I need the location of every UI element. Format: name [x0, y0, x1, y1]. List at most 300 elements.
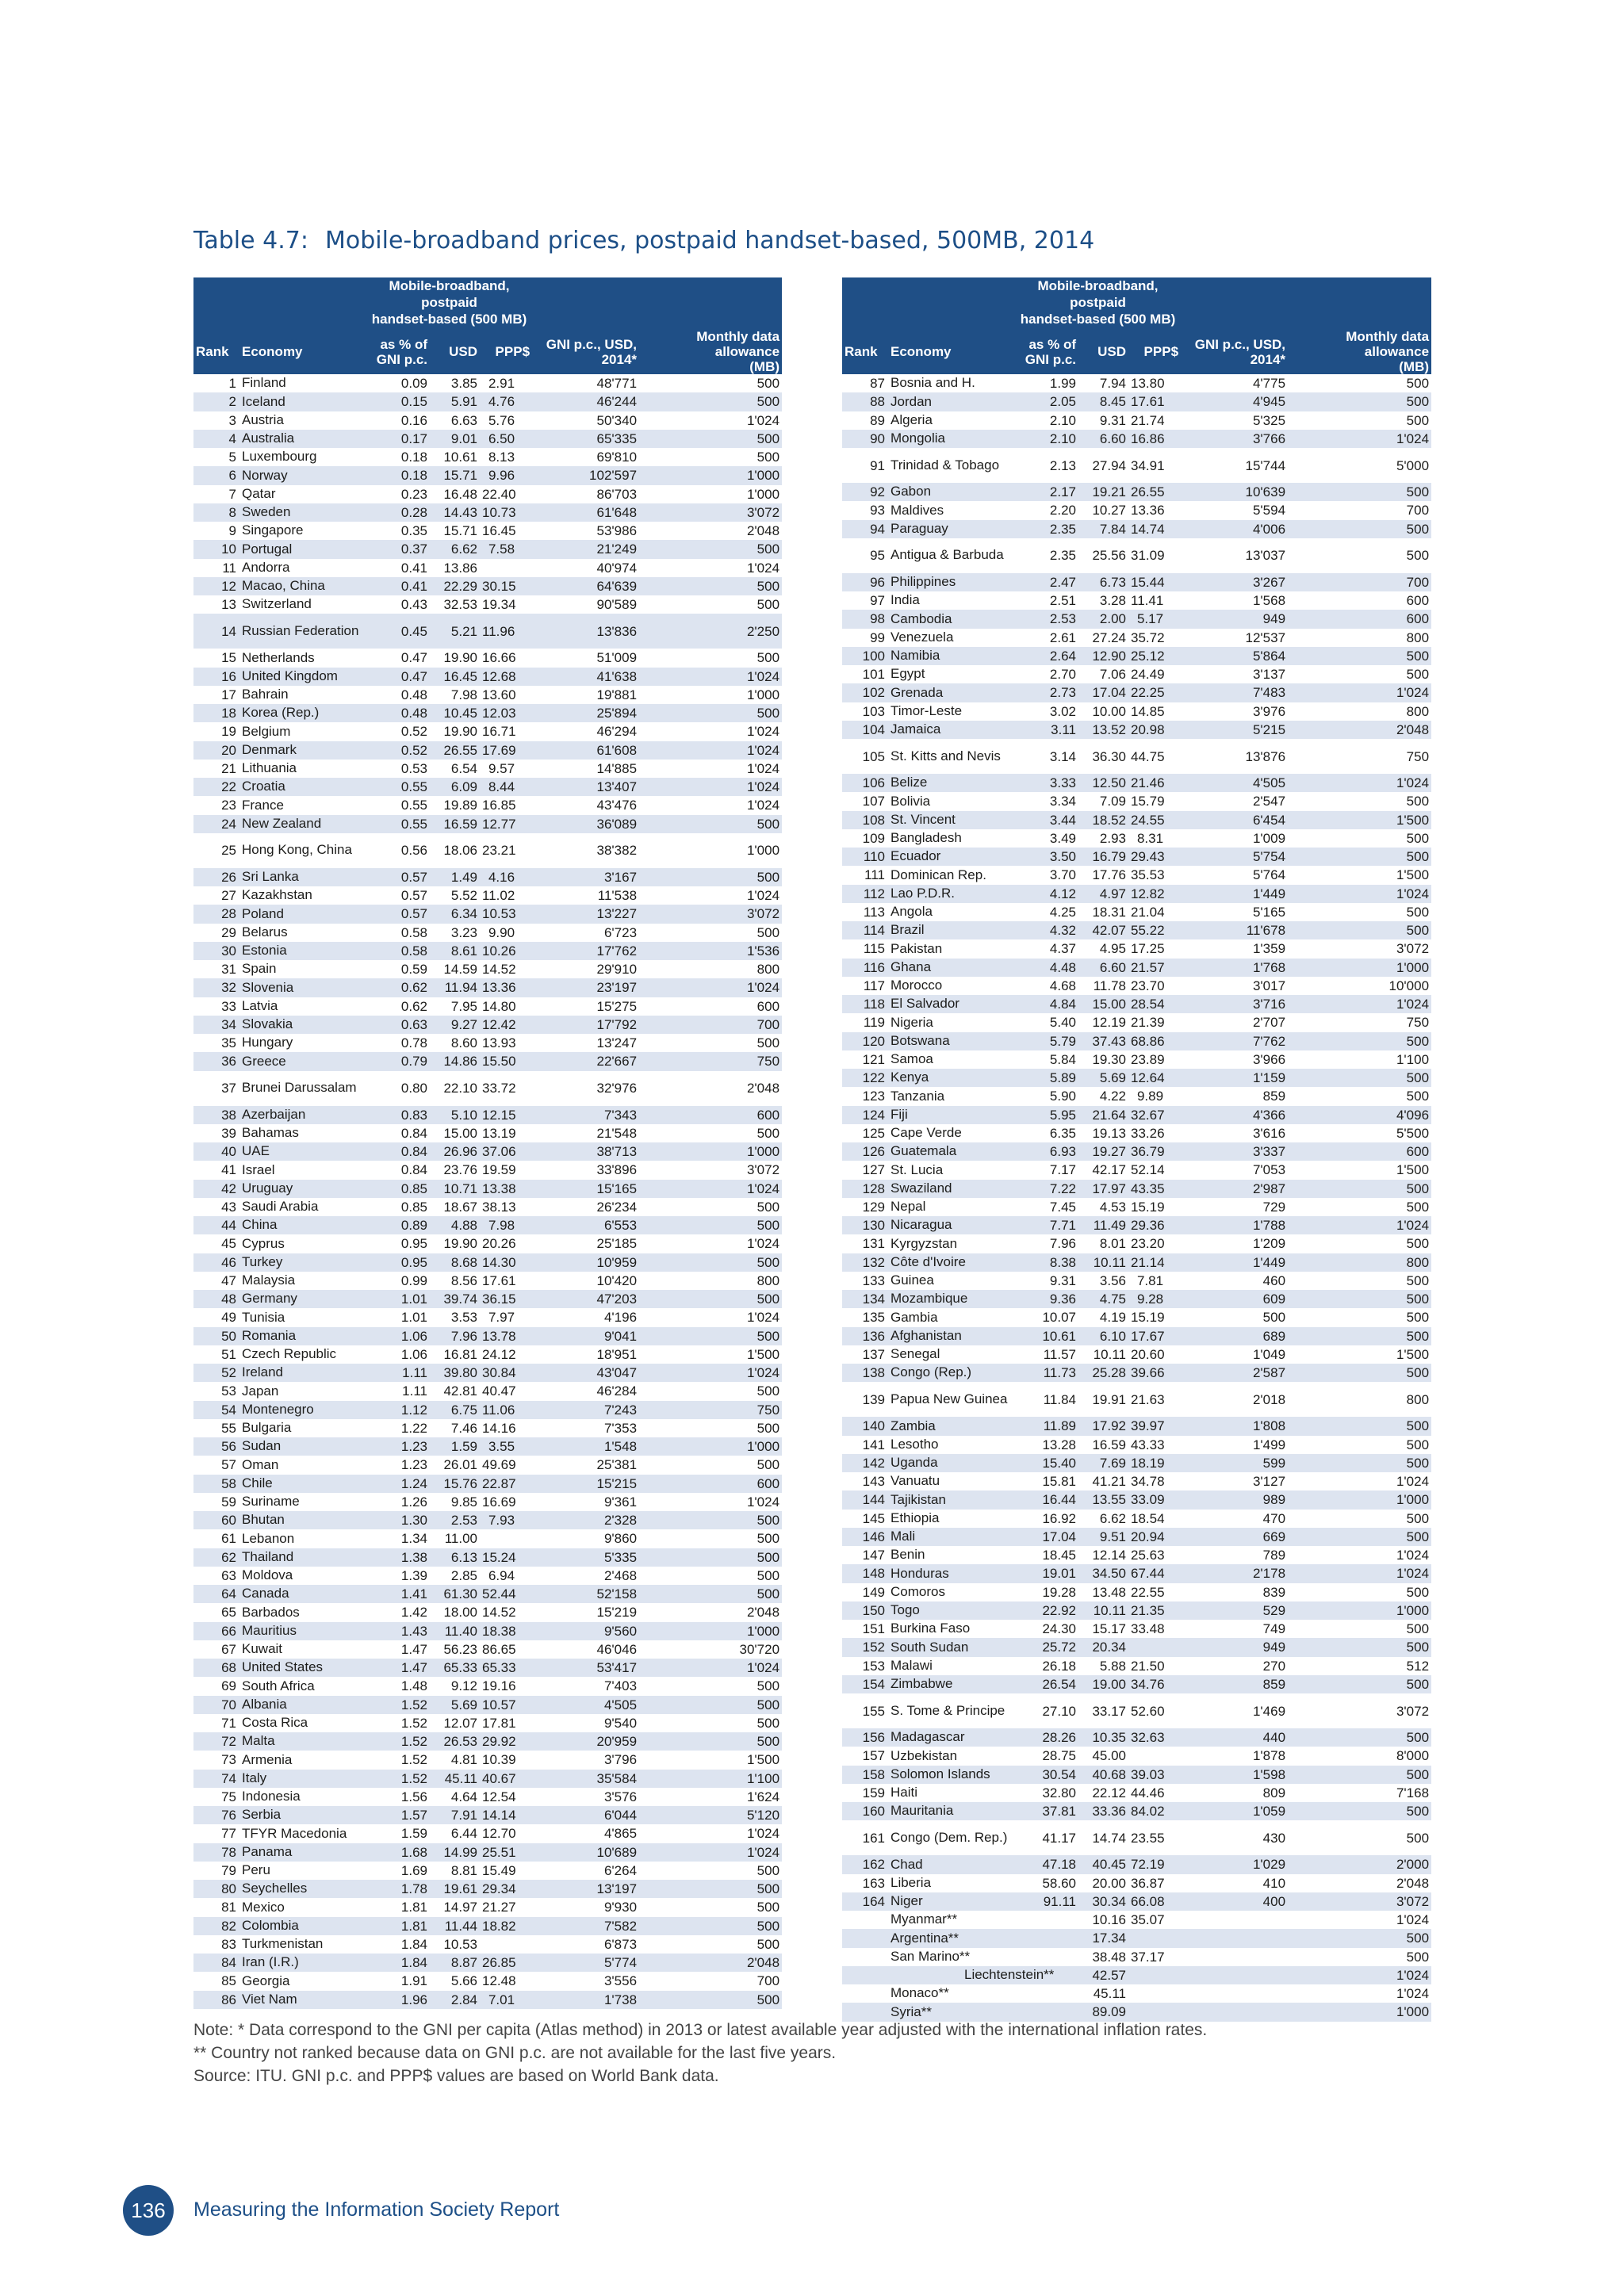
- gni-pct-cell: 7.22: [1015, 1180, 1078, 1198]
- gni-pct-cell: 7.45: [1049, 1199, 1076, 1215]
- table-row: [193, 411, 782, 430]
- rank-cell: 147: [862, 1548, 885, 1563]
- economy-cell: Montenegro: [239, 1401, 366, 1419]
- gni-pct-cell: 1.52: [366, 1770, 430, 1788]
- economy-cell: S. Tome & Principe: [891, 1702, 1005, 1718]
- gni-cell: 5'764: [1252, 867, 1286, 883]
- gni-pct-cell: 0.09: [400, 376, 427, 392]
- gni-cell: 10'420: [596, 1272, 638, 1288]
- usd-cell: 14.97: [443, 1900, 477, 1915]
- table-row: [842, 921, 1431, 939]
- economy-cell: Mali: [888, 1528, 1015, 1546]
- allowance-cell: 800: [1288, 1253, 1431, 1272]
- economy-cell: Maldives: [891, 502, 944, 518]
- ppp-cell: 4.16: [480, 868, 532, 886]
- gni-pct-cell: 1.38: [366, 1548, 430, 1567]
- usd-cell: 4.81: [450, 1752, 477, 1768]
- gni-pct-cell: 11.57: [1043, 1346, 1076, 1362]
- economy-cell: Zimbabwe: [888, 1675, 1015, 1693]
- gni-cell: 23'197: [532, 978, 639, 997]
- economy-cell: Mozambique: [888, 1290, 1015, 1308]
- allowance-cell: 500: [1288, 1417, 1431, 1435]
- economy-cell: Botswana: [888, 1032, 1015, 1050]
- gni-pct-cell: 0.28: [366, 503, 430, 522]
- ppp-cell: 16.69: [482, 1494, 516, 1510]
- table-row: [842, 959, 1431, 977]
- ppp-cell: 14.52: [482, 962, 516, 978]
- gni-pct-cell: 4.25: [1049, 904, 1076, 920]
- economy-cell: Nigeria: [891, 1014, 933, 1030]
- gni-pct-cell: 1.57: [366, 1806, 430, 1824]
- economy-cell: Egypt: [891, 666, 925, 682]
- rank-cell: 56: [193, 1437, 239, 1456]
- economy-cell: Bahamas: [242, 1125, 299, 1141]
- allowance-cell: 750: [1406, 748, 1430, 764]
- usd-cell: 25.56: [1092, 548, 1126, 564]
- table-row: [193, 1603, 782, 1621]
- usd-cell: 42.81: [443, 1383, 477, 1399]
- table-row: [193, 1272, 782, 1290]
- table-row: [193, 522, 782, 540]
- rank-cell: 54: [193, 1401, 239, 1419]
- table-row: [842, 1546, 1431, 1564]
- allowance-cell: 500: [1406, 1830, 1430, 1846]
- usd-cell: 11.44: [430, 1917, 480, 1935]
- allowance-cell: 7'168: [1396, 1785, 1430, 1800]
- gni-pct-cell: 0.84: [400, 1125, 427, 1141]
- economy-cell: Antigua & Barbuda: [891, 547, 1004, 563]
- usd-cell: 6.10: [1078, 1327, 1128, 1345]
- gni-pct-cell: 0.55: [400, 798, 427, 813]
- gni-cell: 500: [1262, 1310, 1286, 1326]
- ppp-cell: 14.16: [482, 1420, 516, 1436]
- table-row: [193, 1016, 782, 1034]
- usd-cell: 6.73: [1078, 573, 1128, 591]
- ppp-cell: 33.09: [1128, 1490, 1181, 1509]
- gni-cell: 36'089: [532, 815, 639, 833]
- allowance-cell: 700: [1406, 503, 1430, 519]
- ppp-cell: 18.82: [480, 1917, 532, 1935]
- economy-cell: Finland: [242, 375, 286, 391]
- usd-cell: 42.17: [1092, 1162, 1126, 1178]
- usd-cell: 10.27: [1092, 503, 1126, 519]
- economy-cell: Colombia: [239, 1917, 366, 1935]
- gni-pct-cell: 4.68: [1049, 978, 1076, 993]
- ppp-cell: 33.72: [482, 1081, 516, 1096]
- economy-cell: Italy: [239, 1770, 366, 1788]
- rank-cell: 88: [842, 392, 888, 411]
- rank-cell: 31: [221, 962, 236, 978]
- ppp-cell: 12.15: [480, 1106, 532, 1124]
- table-row: [842, 1564, 1431, 1582]
- economy-cell: Nepal: [891, 1199, 926, 1215]
- allowance-header: Monthly data allowance (MB): [639, 329, 782, 374]
- usd-cell: 3.23: [450, 924, 477, 940]
- rank-cell: 72: [193, 1732, 239, 1751]
- usd-cell: 8.81: [450, 1862, 477, 1878]
- allowance-cell: 1'000: [1288, 1601, 1431, 1620]
- rank-cell: 104: [842, 721, 888, 739]
- ppp-cell: 10.53: [480, 905, 532, 923]
- allowance-cell: 30'720: [739, 1641, 780, 1657]
- gni-cell: [1181, 1966, 1288, 1984]
- economy-cell: Macao, China: [239, 577, 366, 595]
- allowance-cell: 500: [756, 1420, 780, 1436]
- economy-cell: Brunei Darussalam: [242, 1080, 357, 1096]
- allowance-cell: 500: [1288, 848, 1431, 866]
- table-row: [193, 1659, 782, 1677]
- ppp-cell: 33.48: [1131, 1621, 1165, 1637]
- gni-cell: 43'047: [532, 1364, 639, 1382]
- rank-cell: 103: [862, 703, 885, 719]
- gni-cell: 4'505: [532, 1696, 639, 1714]
- allowance-cell: 1'024: [1288, 1564, 1431, 1582]
- gni-cell: 1'548: [532, 1437, 639, 1456]
- gni-pct-cell: 1.24: [366, 1475, 430, 1493]
- gni-pct-cell: 0.52: [366, 741, 430, 760]
- table-row: [193, 1345, 782, 1364]
- allowance-cell: 1'500: [1288, 811, 1431, 829]
- usd-cell: 33.17: [1092, 1703, 1126, 1719]
- ppp-cell: 13.78: [480, 1327, 532, 1345]
- allowance-cell: 500: [1406, 1584, 1430, 1600]
- table-row: [842, 1984, 1431, 2003]
- rank-cell: 5: [228, 450, 236, 465]
- gni-pct-cell: 1.78: [366, 1880, 430, 1898]
- ppp-cell: 6.50: [480, 430, 532, 448]
- gni-cell: 7'762: [1181, 1032, 1288, 1050]
- allowance-cell: 500: [756, 1035, 780, 1051]
- rank-cell: 51: [221, 1346, 236, 1362]
- ppp-cell: 21.35: [1128, 1601, 1181, 1620]
- allowance-cell: 1'500: [1396, 867, 1430, 883]
- table-row: [842, 1124, 1431, 1142]
- table-row: [842, 629, 1431, 647]
- gni-pct-cell: 26.18: [1042, 1658, 1076, 1674]
- gni-pct-cell: 5.89: [1015, 1069, 1078, 1087]
- economy-cell: Algeria: [891, 411, 933, 427]
- rank-cell: 10: [193, 540, 239, 558]
- economy-cell: Oman: [242, 1456, 279, 1472]
- gni-cell: 32'976: [596, 1081, 638, 1096]
- gni-pct-cell: 0.41: [400, 560, 427, 576]
- gni-cell: 40'974: [596, 560, 638, 576]
- allowance-cell: 1'024: [746, 760, 780, 776]
- gni-pct-cell: 1.52: [400, 1715, 427, 1731]
- economy-cell: Madagascar: [888, 1728, 1015, 1747]
- gni-cell: 410: [1262, 1875, 1286, 1891]
- table-row: [842, 721, 1431, 739]
- rank-cell: 29: [221, 924, 236, 940]
- rank-cell: 86: [193, 1991, 239, 2009]
- gni-cell: 3'576: [603, 1789, 638, 1804]
- economy-cell: China: [239, 1216, 366, 1234]
- gni-cell: 9'560: [532, 1622, 639, 1640]
- gni-cell: 15'215: [532, 1475, 639, 1493]
- economy-cell: Mauritius: [239, 1622, 366, 1640]
- gni-cell: 52'158: [532, 1585, 639, 1603]
- table-row: [193, 1290, 782, 1308]
- rank-cell: 46: [193, 1253, 239, 1272]
- gni-cell: 440: [1181, 1728, 1288, 1747]
- allowance-cell: 500: [1288, 1454, 1431, 1472]
- economy-header: Economy: [239, 329, 366, 374]
- usd-cell: 20.34: [1078, 1638, 1128, 1656]
- allowance-cell: 800: [756, 1272, 780, 1288]
- usd-cell: 16.81: [443, 1346, 477, 1362]
- gni-cell: 3'167: [532, 868, 639, 886]
- usd-cell: 33.36: [1078, 1802, 1128, 1820]
- gni-pct-cell: [1015, 1911, 1078, 1929]
- economy-cell: Saudi Arabia: [242, 1199, 319, 1215]
- economy-cell: Liberia: [891, 1874, 932, 1890]
- rank-cell: 149: [862, 1584, 885, 1600]
- ppp-cell: 17.25: [1131, 941, 1165, 957]
- table-row: [842, 1272, 1431, 1290]
- rank-cell: 162: [842, 1855, 888, 1873]
- rank-cell: 112: [842, 885, 888, 903]
- rank-cell: [842, 1929, 888, 1947]
- economy-cell: Gambia: [891, 1309, 938, 1325]
- rank-cell: 90: [842, 430, 888, 448]
- rank-cell: 24: [193, 815, 239, 833]
- usd-cell: 15.76: [430, 1475, 480, 1493]
- allowance-cell: 1'024: [746, 1310, 780, 1326]
- gni-cell: 15'275: [596, 998, 638, 1014]
- rank-cell: 137: [862, 1346, 885, 1362]
- economy-cell: Chile: [239, 1475, 366, 1493]
- ppp-cell: 43.33: [1131, 1437, 1165, 1452]
- table-row: [842, 903, 1431, 921]
- economy-cell: Congo (Rep.): [888, 1364, 1015, 1382]
- allowance-cell: 1'024: [639, 1843, 782, 1862]
- ppp-cell: 18.19: [1128, 1454, 1181, 1472]
- gni-pct-cell: 28.75: [1042, 1748, 1076, 1764]
- gni-cell: 13'037: [1245, 548, 1286, 564]
- usd-cell: 23.76: [443, 1162, 477, 1178]
- allowance-cell: 3'072: [1396, 1703, 1430, 1719]
- table-row: [842, 1327, 1431, 1345]
- allowance-cell: 2'048: [1288, 721, 1431, 739]
- table-row: [193, 686, 782, 704]
- allowance-cell: 500: [639, 815, 782, 833]
- allowance-cell: 500: [1406, 1199, 1430, 1215]
- table-row: [842, 1290, 1431, 1308]
- ppp-cell: 13.60: [482, 687, 516, 702]
- ppp-cell: 40.47: [482, 1383, 516, 1399]
- allowance-cell: 500: [1406, 412, 1430, 428]
- usd-cell: 8.68: [430, 1253, 480, 1272]
- gni-cell: 25'381: [596, 1457, 638, 1473]
- allowance-cell: 1'500: [1396, 1346, 1430, 1362]
- group-header: Mobile-broadband, postpaid handset-based (500 MB): [1015, 277, 1181, 329]
- ppp-cell: 14.74: [1128, 520, 1181, 538]
- gni-pct-cell: 25.72: [1015, 1638, 1078, 1656]
- rank-header: Rank: [193, 329, 239, 374]
- gni-cell: [1181, 1929, 1288, 1947]
- gni-pct-cell: 1.56: [400, 1789, 427, 1804]
- table-row: [193, 978, 782, 997]
- table-row: [842, 739, 1431, 774]
- usd-cell: 18.06: [443, 843, 477, 859]
- allowance-cell: 500: [1406, 548, 1430, 564]
- rank-cell: 7: [228, 486, 236, 502]
- ppp-cell: 37.06: [480, 1142, 532, 1161]
- gni-pct-cell: 1.52: [366, 1732, 430, 1751]
- ppp-cell: 18.54: [1131, 1510, 1165, 1526]
- gni-cell: 65'335: [532, 430, 639, 448]
- economy-cell: Honduras: [888, 1564, 1015, 1582]
- price-table-left: [193, 277, 782, 2009]
- table-row: [193, 1972, 782, 1990]
- rank-cell: 3: [228, 412, 236, 428]
- usd-cell: 3.53: [450, 1310, 477, 1326]
- allowance-cell: 500: [639, 1585, 782, 1603]
- allowance-cell: 600: [1288, 1142, 1431, 1161]
- table-row: [842, 591, 1431, 610]
- ppp-cell: 5.76: [488, 412, 515, 428]
- gni-pct-cell: 17.04: [1015, 1528, 1078, 1546]
- usd-cell: 14.59: [443, 962, 477, 978]
- ppp-cell: 28.54: [1128, 995, 1181, 1013]
- gni-pct-cell: 1.39: [400, 1567, 427, 1583]
- gni-pct-cell: 1.34: [400, 1531, 427, 1547]
- gni-cell: 20'959: [532, 1732, 639, 1751]
- economy-cell: Ghana: [888, 959, 1015, 977]
- ppp-cell: [480, 559, 532, 577]
- usd-cell: 45.11: [1093, 1986, 1126, 2002]
- usd-cell: 26.55: [430, 741, 480, 760]
- allowance-cell: 500: [756, 1199, 780, 1215]
- gni-cell: 1'209: [1252, 1236, 1286, 1252]
- economy-cell: TFYR Macedonia: [242, 1825, 347, 1841]
- rank-cell: 52: [193, 1364, 239, 1382]
- rank-cell: 83: [221, 1936, 236, 1952]
- economy-cell: Kazakhstan: [242, 887, 312, 903]
- allowance-cell: 500: [756, 450, 780, 465]
- usd-cell: 19.61: [430, 1880, 480, 1898]
- gni-cell: 2'707: [1252, 1015, 1286, 1031]
- usd-cell: 6.75: [430, 1401, 480, 1419]
- rank-cell: 151: [862, 1621, 885, 1637]
- gni-pct-cell: 1.68: [366, 1843, 430, 1862]
- table-row: [193, 466, 782, 484]
- gni-cell: 46'294: [596, 724, 638, 740]
- allowance-cell: 1'024: [1288, 774, 1431, 792]
- gni-pct-cell: 1.42: [400, 1605, 427, 1621]
- table-title: [193, 227, 1431, 254]
- allowance-cell: 700: [756, 1973, 780, 1989]
- ppp-cell: 52.44: [480, 1585, 532, 1603]
- ppp-cell: 15.19: [1131, 1310, 1165, 1326]
- gni-pct-cell: 0.62: [366, 978, 430, 997]
- gni-cell: 1'499: [1252, 1437, 1286, 1452]
- ppp-cell: 23.20: [1131, 1236, 1165, 1252]
- gni-cell: 1'029: [1181, 1855, 1288, 1873]
- gni-cell: 41'638: [532, 668, 639, 686]
- allowance-cell: 3'072: [746, 1162, 780, 1178]
- allowance-cell: 3'072: [639, 905, 782, 923]
- ppp-cell: 21.57: [1128, 959, 1181, 977]
- gni-pct-cell: 0.79: [366, 1052, 430, 1070]
- gni-pct-cell: 0.58: [366, 942, 430, 960]
- economy-cell: Timor-Leste: [891, 702, 963, 718]
- allowance-cell: 500: [1406, 667, 1430, 683]
- ppp-cell: 29.92: [480, 1732, 532, 1751]
- usd-cell: 17.04: [1078, 683, 1128, 702]
- ppp-cell: 22.87: [480, 1475, 532, 1493]
- rank-cell: 74: [193, 1770, 239, 1788]
- ppp-cell: 21.39: [1131, 1015, 1165, 1031]
- gni-cell: 21'249: [532, 540, 639, 558]
- economy-cell: Cambodia: [888, 610, 1015, 628]
- ppp-cell: 13.36: [1131, 503, 1165, 519]
- gni-cell: 11'538: [597, 888, 638, 904]
- rank-cell: 156: [842, 1728, 888, 1747]
- table-row: [842, 1638, 1431, 1656]
- allowance-cell: 500: [639, 1253, 782, 1272]
- group-header: Mobile-broadband, postpaid handset-based (500 MB): [366, 277, 532, 329]
- rank-cell: 136: [842, 1327, 888, 1345]
- allowance-cell: 500: [1406, 1621, 1430, 1637]
- usd-cell: 10.16: [1092, 1912, 1126, 1928]
- allowance-cell: 1'000: [639, 1622, 782, 1640]
- ppp-cell: 9.28: [1128, 1290, 1181, 1308]
- gni-cell: 2'018: [1252, 1391, 1286, 1407]
- rank-cell: 2: [193, 392, 239, 411]
- gni-pct-cell: 0.48: [400, 687, 427, 702]
- ppp-cell: 12.64: [1128, 1069, 1181, 1087]
- page-number-badge: 136: [123, 2185, 174, 2236]
- economy-cell: Serbia: [239, 1806, 366, 1824]
- gni-cell: 61'608: [532, 741, 639, 760]
- table-row: [193, 1198, 782, 1216]
- economy-cell: Sri Lanka: [239, 868, 366, 886]
- rank-cell: 141: [862, 1437, 885, 1452]
- economy-cell: Malaysia: [242, 1272, 296, 1288]
- economy-cell: Monaco**: [891, 1985, 949, 2001]
- allowance-cell: 1'500: [1396, 1162, 1430, 1178]
- rank-cell: 164: [842, 1892, 888, 1911]
- rank-cell: 53: [221, 1383, 236, 1399]
- table-row: [193, 1234, 782, 1253]
- rank-cell: 148: [842, 1564, 888, 1582]
- gni-cell: 5'754: [1181, 848, 1288, 866]
- allowance-cell: 500: [639, 704, 782, 722]
- table-row: [193, 485, 782, 503]
- economy-cell: Azerbaijan: [239, 1106, 366, 1124]
- ppp-cell: 7.01: [480, 1991, 532, 2009]
- allowance-cell: 750: [639, 1401, 782, 1419]
- rank-cell: 121: [862, 1051, 885, 1067]
- gni-pct-cell: 9.31: [1049, 1272, 1076, 1288]
- rank-cell: 39: [221, 1125, 236, 1141]
- gni-pct-cell: 1.22: [400, 1420, 427, 1436]
- gni-pct-cell: 0.37: [366, 540, 430, 558]
- rank-cell: 73: [221, 1752, 236, 1768]
- economy-cell: Czech Republic: [242, 1346, 337, 1362]
- ppp-cell: 44.46: [1131, 1785, 1165, 1800]
- allowance-cell: 500: [1288, 1180, 1431, 1198]
- economy-cell: Argentina**: [888, 1929, 1015, 1947]
- rank-cell: 107: [862, 794, 885, 809]
- rank-cell: 34: [193, 1016, 239, 1034]
- allowance-cell: 1'024: [1396, 1548, 1430, 1563]
- ppp-cell: 39.97: [1128, 1417, 1181, 1435]
- gni-pct-cell: 7.71: [1015, 1216, 1078, 1234]
- ppp-cell: [480, 1529, 532, 1548]
- gni-pct-cell: 1.23: [366, 1437, 430, 1456]
